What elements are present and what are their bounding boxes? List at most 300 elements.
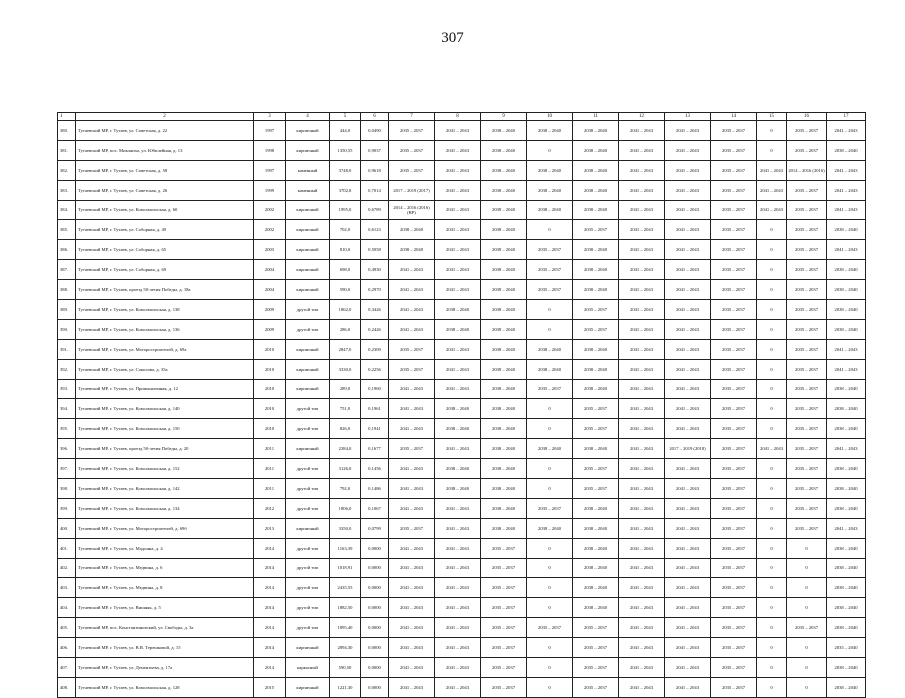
column-header: 4	[286, 113, 330, 121]
table-cell: 2041 – 2043	[435, 558, 481, 578]
table-cell: кирпичный	[286, 379, 330, 399]
table-cell: 702,0	[330, 220, 361, 240]
table-cell: 2035 – 2037	[573, 479, 619, 499]
table-cell: 0	[757, 498, 787, 518]
column-header: 15	[757, 113, 787, 121]
table-cell: 2041 – 2043	[619, 160, 665, 180]
column-header: 2	[76, 113, 254, 121]
table-cell: 0	[527, 319, 573, 339]
table-cell: 0	[757, 538, 787, 558]
address-cell: Тутаевский МР, г. Тутаев, ул. Соборная, д. 65	[76, 240, 254, 260]
table-cell: 0	[757, 339, 787, 359]
table-cell: 2041 – 2043	[389, 638, 435, 658]
table-cell: 2041 – 2043	[619, 180, 665, 200]
table-cell: 2035 – 2037	[573, 638, 619, 658]
table-cell: 2041 – 2043	[619, 578, 665, 598]
table-cell: 2038 – 2040	[827, 260, 866, 280]
address-cell: Тутаевский МР, г. Тутаев, ул. В.В. Терешковой, д. 15	[76, 638, 254, 658]
table-cell: 444,0	[330, 121, 361, 141]
table-cell: 2035 – 2040	[827, 638, 866, 658]
table-cell: 0	[757, 479, 787, 499]
table-cell: кирпичный	[286, 518, 330, 538]
table-row	[58, 280, 866, 300]
table-cell: 2038 – 2040	[827, 558, 866, 578]
table-row	[58, 658, 866, 678]
table-cell: 2041 – 2043	[619, 339, 665, 359]
table-cell: 2035 – 2037	[787, 121, 827, 141]
table-cell: 2038 – 2040	[481, 479, 527, 499]
table-cell: 2038 – 2040	[827, 220, 866, 240]
table-cell: 2038 – 2040	[573, 359, 619, 379]
table-cell: 0	[787, 638, 827, 658]
table-cell: 2038 – 2040	[481, 359, 527, 379]
table-cell: 2894,30	[330, 638, 361, 658]
table-cell: 0	[757, 578, 787, 598]
table-cell: 2041 – 2043	[619, 419, 665, 439]
table-cell: 0	[527, 638, 573, 658]
table-cell: 2041 – 2043	[665, 498, 711, 518]
address-cell: Тутаевский МР, г. Тутаев, ул. Соборная, д. 69	[76, 260, 254, 280]
row-number: 387.	[58, 260, 76, 280]
table-cell: 2035 – 2037	[711, 300, 757, 320]
table-cell: 1862,0	[330, 300, 361, 320]
column-header: 16	[787, 113, 827, 121]
table-cell: 2041 – 2043	[435, 538, 481, 558]
address-cell: Тутаевский МР, г. Тутаев, ул. Дементьева, д. 17а	[76, 658, 254, 678]
table-cell: 2041 – 2043	[389, 300, 435, 320]
table-cell: 2035 – 2037	[481, 658, 527, 678]
table-cell: 2041 – 2043	[435, 498, 481, 518]
table-cell: 2035 – 2037	[787, 339, 827, 359]
table-cell: кирпичный	[286, 638, 330, 658]
table-cell: 2035 – 2037	[711, 618, 757, 638]
table-cell: другой тип	[286, 300, 330, 320]
table-cell: 2011	[254, 459, 286, 479]
table-cell: 2041 – 2043	[665, 419, 711, 439]
table-row	[58, 439, 866, 459]
table-cell: 2011	[254, 439, 286, 459]
table-cell: 2041 – 2043	[619, 677, 665, 697]
table-cell: 2035 – 2037	[711, 518, 757, 538]
table-row	[58, 618, 866, 638]
table-cell: 2041 – 2043	[389, 399, 435, 419]
table-cell: 2041 – 2043	[827, 240, 866, 260]
table-row	[58, 677, 866, 697]
table-cell: 2002	[254, 220, 286, 240]
page-number: 307	[441, 30, 464, 46]
table-cell: 0,0490	[361, 121, 389, 141]
table-cell: другой тип	[286, 578, 330, 598]
table-row	[58, 558, 866, 578]
table-cell: 2041 – 2043	[619, 618, 665, 638]
table-cell: 0	[757, 140, 787, 160]
table-cell: 2035 – 2037	[787, 618, 827, 638]
table-cell: 2035 – 2037	[711, 379, 757, 399]
table-cell: другой тип	[286, 538, 330, 558]
table-cell: 2041 – 2043	[827, 359, 866, 379]
table-cell: 0	[757, 319, 787, 339]
table-cell: 2041 – 2043	[435, 140, 481, 160]
table-cell: 1806,0	[330, 498, 361, 518]
table-cell: 2038 – 2040	[527, 180, 573, 200]
table-cell: 1998	[254, 140, 286, 160]
address-cell: Тутаевский МР, г. Тутаев, ул. Комсомольская, д. 128	[76, 677, 254, 697]
row-number: 392.	[58, 359, 76, 379]
table-cell: 2038 – 2040	[827, 658, 866, 678]
table-cell: 2014	[254, 638, 286, 658]
table-cell: 2041 – 2043	[619, 200, 665, 220]
table-cell: 2012	[254, 498, 286, 518]
table-cell: 289,0	[330, 379, 361, 399]
table-cell: кирпичный	[286, 339, 330, 359]
table-cell: 2010	[254, 359, 286, 379]
table-cell: 2038 – 2040	[481, 379, 527, 399]
table-cell: 0	[527, 677, 573, 697]
table-cell: 2038 – 2040	[481, 439, 527, 459]
table-cell: 1999	[254, 180, 286, 200]
table-row	[58, 319, 866, 339]
table-cell: 2041 – 2043	[619, 260, 665, 280]
table-cell: 826,0	[330, 419, 361, 439]
table-cell: 2004	[254, 260, 286, 280]
table-cell: 0	[757, 121, 787, 141]
table-row	[58, 300, 866, 320]
row-number: 395.	[58, 419, 76, 439]
table-cell: 2035 – 2037	[573, 300, 619, 320]
table-cell: 2038 – 2040	[481, 240, 527, 260]
table-cell: 2041 – 2043	[665, 300, 711, 320]
table-cell: 2041 – 2043	[665, 658, 711, 678]
table-cell: 0,1941	[361, 419, 389, 439]
table-cell: 0	[757, 399, 787, 419]
table-cell: 0,1456	[361, 459, 389, 479]
table-row	[58, 638, 866, 658]
table-cell: 2041 – 2043	[435, 339, 481, 359]
table-cell: 2038 – 2040	[481, 459, 527, 479]
table-cell: 2035 – 2037	[389, 339, 435, 359]
table-cell: 2035 – 2037	[711, 638, 757, 658]
table-cell: 2035 – 2037	[787, 300, 827, 320]
table-cell: 0	[527, 300, 573, 320]
table-cell: 2041 – 2043	[665, 518, 711, 538]
table-cell: 0	[757, 280, 787, 300]
row-number: 400.	[58, 518, 76, 538]
table-cell: 0	[787, 558, 827, 578]
table-cell: 2041 – 2043	[665, 140, 711, 160]
address-cell: Тутаевский МР, г. Тутаев, ул. Медвина, д. 6	[76, 558, 254, 578]
table-cell: 2035 – 2037	[711, 280, 757, 300]
address-cell: Тутаевский МР, г. Тутаев, ул. Мадонна, д. 4	[76, 538, 254, 558]
table-cell: каменный	[286, 160, 330, 180]
table-cell: 2035 – 2037	[711, 439, 757, 459]
table-cell: 2015	[254, 677, 286, 697]
table-row	[58, 598, 866, 618]
table-cell: 2041 – 2043	[389, 459, 435, 479]
table-cell: 0,1960	[361, 379, 389, 399]
table-cell: 2035 – 2037	[787, 479, 827, 499]
table-cell: 0	[787, 598, 827, 618]
table-cell: 2010	[254, 339, 286, 359]
table-row	[58, 538, 866, 558]
table-row	[58, 240, 866, 260]
row-number: 408.	[58, 677, 76, 697]
table-cell: 0	[527, 658, 573, 678]
table-cell: 2035 – 2037	[527, 498, 573, 518]
table-row	[58, 379, 866, 399]
table-cell: 2041 – 2043	[619, 658, 665, 678]
table-cell: 2035 – 2037	[711, 260, 757, 280]
table-cell: 2035 – 2037	[711, 180, 757, 200]
table-cell: 2035 – 2037	[481, 677, 527, 697]
table-cell: 2035 – 2037	[527, 240, 573, 260]
table-cell: 2041 – 2043	[435, 240, 481, 260]
table-cell: 2041 – 2043	[389, 538, 435, 558]
table-cell: 0,2426	[361, 319, 389, 339]
table-cell: 2035 – 2037	[787, 518, 827, 538]
table-cell: 1895,40	[330, 618, 361, 638]
table-cell: 2041 – 2043	[665, 479, 711, 499]
table-cell: 2038 – 2040	[573, 558, 619, 578]
table-cell: 2041 – 2043	[665, 399, 711, 419]
table-cell: другой тип	[286, 618, 330, 638]
table-cell: 2041 – 2043	[665, 319, 711, 339]
table-cell: 2035 – 2037	[711, 598, 757, 618]
table-cell: 2041 – 2043	[619, 598, 665, 618]
table-cell: 2038 – 2040	[573, 260, 619, 280]
table-cell: 0,5058	[361, 240, 389, 260]
table-cell: 590,50	[330, 658, 361, 678]
table-cell: 2041 – 2043	[757, 160, 787, 180]
table-cell: 2041 – 2043	[665, 240, 711, 260]
table-cell: 0,1961	[361, 399, 389, 419]
table-cell: кирпичный	[286, 677, 330, 697]
table-cell: 1163,39	[330, 538, 361, 558]
table-cell: 2041 – 2043	[435, 578, 481, 598]
table-cell: 2035 – 2037	[787, 200, 827, 220]
address-cell: Тутаевский МР, г. Тутаев, ул. Соколова, д. 35а	[76, 359, 254, 379]
row-number: 386.	[58, 240, 76, 260]
table-cell: 2038 – 2040	[573, 180, 619, 200]
table-cell: 2041 – 2043	[435, 359, 481, 379]
table-cell: 2035 – 2037	[481, 598, 527, 618]
table-cell: 2035 – 2037	[711, 538, 757, 558]
row-number: 388.	[58, 280, 76, 300]
table-cell: 2038 – 2040	[527, 160, 573, 180]
table-cell: 2041 – 2043	[619, 240, 665, 260]
table-cell: 0,0000	[361, 638, 389, 658]
table-cell: 2017 – 2019 (2018)	[665, 439, 711, 459]
table-cell: 2038 – 2040	[573, 518, 619, 538]
table-cell: 0,1486	[361, 479, 389, 499]
address-cell: Тутаевский МР, г. Тутаев, ул. Промышленная, д. 12	[76, 379, 254, 399]
table-cell: 2003	[254, 240, 286, 260]
table-cell: 2038 – 2040	[481, 419, 527, 439]
table-cell: 0	[527, 558, 573, 578]
address-cell: Тутаевский МР, г. Тутаев, ул. Комсомольская, д. 150	[76, 419, 254, 439]
table-cell: другой тип	[286, 459, 330, 479]
column-header: 9	[481, 113, 527, 121]
table-cell: 2035 – 2037	[711, 220, 757, 240]
table-row	[58, 160, 866, 180]
table-cell: 2041 – 2043	[665, 677, 711, 697]
address-cell: Тутаевский МР, г. Тутаев, ул. Комсомольская, д. 142	[76, 479, 254, 499]
table-cell: 2035 – 2037	[481, 538, 527, 558]
address-cell: Тутаевский МР, г. Тутаев, ул. Комсомольская, д. 136	[76, 319, 254, 339]
table-cell: 2035 – 2037	[787, 220, 827, 240]
address-cell: Тутаевский МР, г. Тутаев, проезд 50-летия Победы, д. 18а	[76, 280, 254, 300]
column-header: 6	[361, 113, 389, 121]
row-number: 397.	[58, 459, 76, 479]
table-cell: 0,0000	[361, 598, 389, 618]
table-cell: кирпичный	[286, 140, 330, 160]
row-number: 404.	[58, 598, 76, 618]
table-cell: 0,0000	[361, 618, 389, 638]
row-number: 401.	[58, 538, 76, 558]
address-cell: Тутаевский МР, г. Тутаев, ул. Моторостроителей, д. 69б	[76, 518, 254, 538]
table-cell: 2014 – 2016 (2016) (ВР)	[389, 200, 435, 220]
table-cell: 2041 – 2043	[665, 160, 711, 180]
address-cell: Тутаевский МР, г. Тутаев, ул. Комсомольская, д. 60	[76, 200, 254, 220]
table-cell: 2041 – 2043	[435, 379, 481, 399]
table-cell: 2010	[254, 379, 286, 399]
table-cell: 2038 – 2040	[527, 339, 573, 359]
table-cell: 2038 – 2040	[527, 359, 573, 379]
table-cell: 2035 – 2037	[573, 677, 619, 697]
address-cell: Тутаевский МР, г. Тутаев, ул. Комсомольская, д. 152	[76, 459, 254, 479]
table-cell: 2035 – 2037	[573, 419, 619, 439]
column-header: 1	[58, 113, 76, 121]
table-cell: 2035 – 2037	[389, 439, 435, 459]
table-cell: 2035 – 2037	[787, 180, 827, 200]
table-cell: 2035 – 2037	[787, 498, 827, 518]
table-cell: 2041 – 2043	[665, 578, 711, 598]
table-cell: 0,3426	[361, 300, 389, 320]
row-number: 383.	[58, 180, 76, 200]
row-number: 398.	[58, 479, 76, 499]
table-cell: 2038 – 2040	[573, 121, 619, 141]
table-cell: 2038 – 2040	[827, 399, 866, 419]
table-cell: 2038 – 2040	[827, 479, 866, 499]
table-cell: 2041 – 2043	[435, 518, 481, 538]
table-cell: 2038 – 2040	[481, 220, 527, 240]
table-cell: 2035 – 2037	[787, 140, 827, 160]
table-cell: 0	[527, 220, 573, 240]
table-cell: 2041 – 2043	[827, 200, 866, 220]
table-cell: 1882,50	[330, 598, 361, 618]
table-cell: 2041 – 2043	[389, 479, 435, 499]
table-cell: другой тип	[286, 498, 330, 518]
table-cell: 2041 – 2043	[665, 260, 711, 280]
row-number: 380.	[58, 121, 76, 141]
column-header: 3	[254, 113, 286, 121]
table-cell: 0	[527, 399, 573, 419]
table-cell: 0	[527, 479, 573, 499]
table-cell: 2038 – 2040	[481, 280, 527, 300]
table-cell: 2847,0	[330, 339, 361, 359]
table-cell: 2035 – 2037	[711, 339, 757, 359]
table-cell: 2041 – 2043	[619, 638, 665, 658]
table-cell: 0	[757, 459, 787, 479]
table-cell: 2035 – 2037	[711, 498, 757, 518]
table-cell: 2038 – 2040	[481, 339, 527, 359]
table-cell: 2041 – 2043	[389, 618, 435, 638]
table-cell: 2035 – 2037	[711, 140, 757, 160]
table-cell: 2041 – 2043	[389, 498, 435, 518]
table-cell: 2014	[254, 598, 286, 618]
table-cell: 0	[757, 638, 787, 658]
table-cell: 2041 – 2043	[435, 598, 481, 618]
table-cell: 2035 – 2037	[527, 618, 573, 638]
table-cell: 2041 – 2043	[619, 300, 665, 320]
table-cell: 2041 – 2043	[757, 439, 787, 459]
table-cell: 0,0000	[361, 538, 389, 558]
table-cell: 0	[757, 658, 787, 678]
table-cell: 2035 – 2037	[711, 200, 757, 220]
table-row	[58, 220, 866, 240]
table-cell: 0	[527, 419, 573, 439]
table-cell: 1221,30	[330, 677, 361, 697]
table-cell: 2035 – 2037	[573, 618, 619, 638]
table-header-row	[58, 113, 866, 121]
table-cell: 2041 – 2043	[665, 459, 711, 479]
row-number: 382.	[58, 160, 76, 180]
table-cell: 2041 – 2043	[619, 439, 665, 459]
table-cell: 2035 – 2037	[711, 319, 757, 339]
table-cell: 2041 – 2043	[665, 379, 711, 399]
table-cell: 1995,0	[330, 200, 361, 220]
table-cell: 2041 – 2043	[435, 200, 481, 220]
table-cell: 0,2256	[361, 359, 389, 379]
table-cell: 0	[757, 558, 787, 578]
table-cell: 2038 – 2040	[827, 319, 866, 339]
table-cell: 2038 – 2040	[389, 240, 435, 260]
table-cell: 2035 – 2037	[711, 578, 757, 598]
table-cell: 2038 – 2040	[481, 319, 527, 339]
table-cell: 2041 – 2043	[665, 180, 711, 200]
table-row	[58, 140, 866, 160]
table-cell: 2014	[254, 558, 286, 578]
table-cell: 2035 – 2037	[481, 578, 527, 598]
table-cell: 2041 – 2043	[389, 558, 435, 578]
table-cell: 2038 – 2040	[827, 618, 866, 638]
table-cell: 2002	[254, 200, 286, 220]
table-cell: 2041 – 2043	[665, 121, 711, 141]
table-cell: 2384,0	[330, 439, 361, 459]
address-cell: Тутаевский МР, г. Тутаев, ул. Комсомольская, д. 138	[76, 300, 254, 320]
table-cell: другой тип	[286, 319, 330, 339]
column-header: 7	[389, 113, 435, 121]
table-cell: 2041 – 2043	[435, 439, 481, 459]
table-cell: 0,2970	[361, 280, 389, 300]
table-cell: 2041 – 2043	[389, 319, 435, 339]
column-header: 11	[573, 113, 619, 121]
row-number: 385.	[58, 220, 76, 240]
address-cell: Тутаевский МР, пос. Микляиха, ул. Юбилейная, д. 13	[76, 140, 254, 160]
table-cell: 0	[757, 677, 787, 697]
table-cell: 2035 – 2037	[711, 558, 757, 578]
table-cell: 286,0	[330, 319, 361, 339]
table-cell: 2035 – 2037	[481, 558, 527, 578]
row-number: 405.	[58, 618, 76, 638]
table-cell: 2041 – 2043	[619, 498, 665, 518]
column-header: 14	[711, 113, 757, 121]
column-header: 17	[827, 113, 866, 121]
table-cell: 2038 – 2040	[573, 240, 619, 260]
table-cell: кирпичный	[286, 260, 330, 280]
table-cell: 2038 – 2040	[573, 598, 619, 618]
table-cell: 0,2309	[361, 339, 389, 359]
table-row	[58, 200, 866, 220]
